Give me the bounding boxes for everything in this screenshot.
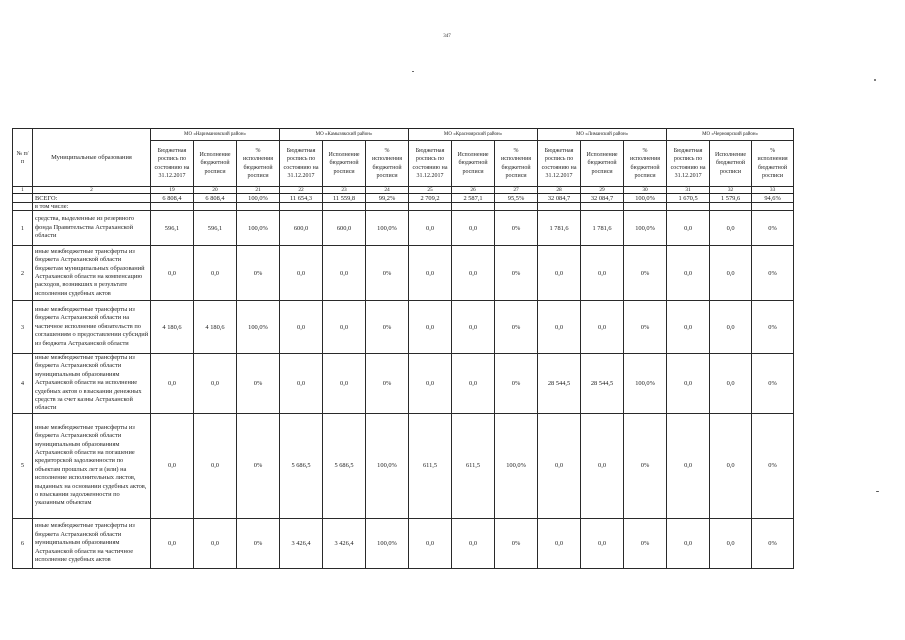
- percent-cell: 0%: [624, 246, 667, 301]
- budget-plan-cell: 0,0: [409, 246, 452, 301]
- percent-header: % исполнения бюджетной росписи: [624, 141, 667, 187]
- budget-plan-cell: 600,0: [280, 211, 323, 246]
- percent-cell: 0%: [237, 354, 280, 414]
- execution-cell: 0,0: [194, 354, 237, 414]
- budget-plan-cell: 0,0: [538, 301, 581, 354]
- budget-plan-cell: 0,0: [151, 246, 194, 301]
- percent-cell: 0%: [752, 354, 794, 414]
- empty-cell: [409, 203, 452, 211]
- execution-cell: 0,0: [452, 518, 495, 568]
- row-name: иные межбюджетные трансферты из бюджета Астраханской области на частичное исполнение обязательств по соглашениям о предоставлении субсидий из бюджета Астраханской области: [33, 301, 151, 354]
- execution-cell: 600,0: [323, 211, 366, 246]
- group-header-row: [13, 129, 794, 141]
- budget-plan-header: Бюджетная роспись по состоянию на 31.12.2017: [667, 141, 710, 187]
- row-name: иные межбюджетные трансферты из бюджета Астраханской области муниципальным образованиям Астраханской области на погашение кредиторской задолженности по объектам прошлых лет и (или) на исполнение исполнительных листов, выданных на основании судебных актов, о взыскании задолженности по указанным объектам: [33, 413, 151, 518]
- row-number: 3: [13, 301, 33, 354]
- execution-cell: 0,0: [323, 246, 366, 301]
- empty-cell: [237, 203, 280, 211]
- row-number: 6: [13, 518, 33, 568]
- column-number: 20: [194, 187, 237, 194]
- column-number: 31: [667, 187, 710, 194]
- execution-cell: 0,0: [581, 246, 624, 301]
- execution-cell: 3 426,4: [323, 518, 366, 568]
- budget-plan-cell: 4 180,6: [151, 301, 194, 354]
- execution-header: Исполнение бюджетной росписи: [452, 141, 495, 187]
- execution-cell: 0,0: [581, 413, 624, 518]
- scan-speck: [412, 71, 414, 72]
- percent-header: % исполнения бюджетной росписи: [237, 141, 280, 187]
- group-header-kamyzyaksky: МО «Камызякский район»: [280, 129, 409, 141]
- total-row: [13, 194, 794, 203]
- execution-cell: 2 587,1: [452, 194, 495, 203]
- column-number: 30: [624, 187, 667, 194]
- budget-plan-cell: 0,0: [280, 301, 323, 354]
- group-header-limansky: МО «Лиманский район»: [538, 129, 667, 141]
- execution-cell: 0,0: [194, 413, 237, 518]
- budget-plan-cell: 0,0: [667, 518, 710, 568]
- execution-cell: 0,0: [710, 246, 752, 301]
- percent-cell: 0%: [624, 413, 667, 518]
- column-number: 19: [151, 187, 194, 194]
- execution-cell: 11 559,8: [323, 194, 366, 203]
- table-row: [13, 354, 794, 414]
- execution-cell: 596,1: [194, 211, 237, 246]
- column-number: 25: [409, 187, 452, 194]
- percent-cell: 0%: [237, 518, 280, 568]
- column-number: 21: [237, 187, 280, 194]
- budget-plan-cell: 0,0: [280, 246, 323, 301]
- row-name: средства, выделенные из резервного фонда Правительства Астраханской области: [33, 211, 151, 246]
- column-number: 2: [33, 187, 151, 194]
- percent-cell: 94,6%: [752, 194, 794, 203]
- total-label: ВСЕГО:: [33, 194, 151, 203]
- execution-cell: 0,0: [710, 211, 752, 246]
- including-label: в том числе:: [33, 203, 151, 211]
- percent-cell: 0%: [752, 246, 794, 301]
- execution-cell: 0,0: [323, 354, 366, 414]
- execution-cell: 32 084,7: [581, 194, 624, 203]
- budget-plan-cell: 0,0: [409, 354, 452, 414]
- execution-cell: 4 180,6: [194, 301, 237, 354]
- budget-plan-cell: 0,0: [667, 413, 710, 518]
- row-number: 2: [13, 246, 33, 301]
- row-number: 5: [13, 413, 33, 518]
- percent-cell: 0%: [752, 413, 794, 518]
- empty-cell: [581, 203, 624, 211]
- empty-cell: [452, 203, 495, 211]
- scan-speck: [874, 79, 876, 81]
- row-name: иные межбюджетные трансферты из бюджета Астраханской области муниципальным образованиям Астраханской области на частичное исполнение судебных актов: [33, 518, 151, 568]
- budget-plan-cell: 32 084,7: [538, 194, 581, 203]
- execution-cell: 0,0: [194, 518, 237, 568]
- percent-cell: 0%: [237, 246, 280, 301]
- empty-cell: [538, 203, 581, 211]
- execution-cell: 0,0: [710, 301, 752, 354]
- percent-cell: 0%: [624, 518, 667, 568]
- execution-cell: 1 781,6: [581, 211, 624, 246]
- scan-speck: [876, 491, 879, 492]
- budget-plan-cell: 0,0: [667, 211, 710, 246]
- percent-cell: 100,0%: [237, 301, 280, 354]
- budget-plan-cell: 2 709,2: [409, 194, 452, 203]
- percent-cell: 100,0%: [624, 354, 667, 414]
- execution-cell: 0,0: [452, 211, 495, 246]
- percent-cell: 0%: [752, 518, 794, 568]
- percent-cell: 95,5%: [495, 194, 538, 203]
- budget-plan-cell: 6 808,4: [151, 194, 194, 203]
- column-number: 27: [495, 187, 538, 194]
- percent-cell: 0%: [752, 211, 794, 246]
- budget-plan-cell: 3 426,4: [280, 518, 323, 568]
- budget-plan-cell: 11 654,3: [280, 194, 323, 203]
- budget-plan-header: Бюджетная роспись по состоянию на 31.12.2017: [409, 141, 452, 187]
- column-number: 28: [538, 187, 581, 194]
- row-name: иные межбюджетные трансферты из бюджета Астраханской области муниципальным образованиям Астраханской области на исполнение судебных актов о взыскании денежных средств за счет казны Астраханской области: [33, 354, 151, 414]
- table-row: [13, 413, 794, 518]
- execution-cell: 28 544,5: [581, 354, 624, 414]
- percent-cell: 0%: [495, 354, 538, 414]
- execution-cell: 0,0: [452, 354, 495, 414]
- budget-plan-cell: 611,5: [409, 413, 452, 518]
- execution-header: Исполнение бюджетной росписи: [194, 141, 237, 187]
- execution-cell: 5 686,5: [323, 413, 366, 518]
- row-number: 4: [13, 354, 33, 414]
- budget-plan-header: Бюджетная роспись по состоянию на 31.12.2017: [280, 141, 323, 187]
- column-number-row: [13, 187, 794, 194]
- empty-cell: [151, 203, 194, 211]
- budget-plan-cell: 5 686,5: [280, 413, 323, 518]
- col-name-header: Муниципальные образования: [33, 129, 151, 187]
- percent-cell: 100,0%: [366, 518, 409, 568]
- percent-cell: 0%: [366, 301, 409, 354]
- budget-plan-header: Бюджетная роспись по состоянию на 31.12.2017: [151, 141, 194, 187]
- execution-header: Исполнение бюджетной росписи: [323, 141, 366, 187]
- column-number: 23: [323, 187, 366, 194]
- budget-plan-cell: 0,0: [667, 301, 710, 354]
- percent-cell: 0%: [237, 413, 280, 518]
- col-num-header: № п/п: [13, 129, 33, 187]
- table-row: [13, 518, 794, 568]
- table-row: [13, 246, 794, 301]
- execution-cell: 0,0: [194, 246, 237, 301]
- percent-cell: 100,0%: [624, 194, 667, 203]
- budget-plan-cell: 0,0: [538, 518, 581, 568]
- percent-cell: 0%: [495, 246, 538, 301]
- percent-cell: 100,0%: [237, 211, 280, 246]
- table-row: [13, 211, 794, 246]
- percent-cell: 100,0%: [366, 211, 409, 246]
- budget-execution-table: [12, 128, 794, 569]
- column-number: 33: [752, 187, 794, 194]
- execution-cell: 0,0: [710, 518, 752, 568]
- budget-plan-header: Бюджетная роспись по состоянию на 31.12.2017: [538, 141, 581, 187]
- percent-cell: 0%: [366, 354, 409, 414]
- including-row: [13, 203, 794, 211]
- execution-cell: 0,0: [581, 301, 624, 354]
- column-number: 1: [13, 187, 33, 194]
- budget-plan-cell: 0,0: [151, 518, 194, 568]
- table-row: [13, 301, 794, 354]
- empty-cell: [624, 203, 667, 211]
- budget-plan-cell: 28 544,5: [538, 354, 581, 414]
- empty-cell: [495, 203, 538, 211]
- budget-plan-cell: 0,0: [538, 413, 581, 518]
- percent-cell: 99,2%: [366, 194, 409, 203]
- execution-header: Исполнение бюджетной росписи: [581, 141, 624, 187]
- empty-cell: [280, 203, 323, 211]
- percent-cell: 0%: [624, 301, 667, 354]
- percent-cell: 0%: [495, 518, 538, 568]
- row-number: 1: [13, 211, 33, 246]
- execution-header: Исполнение бюджетной росписи: [710, 141, 752, 187]
- execution-cell: 0,0: [710, 354, 752, 414]
- execution-cell: 0,0: [581, 518, 624, 568]
- budget-plan-cell: 0,0: [280, 354, 323, 414]
- percent-cell: 0%: [752, 301, 794, 354]
- column-number: 32: [710, 187, 752, 194]
- page-number: 347: [443, 34, 451, 39]
- column-number: 24: [366, 187, 409, 194]
- percent-header: % исполнения бюджетной росписи: [366, 141, 409, 187]
- execution-cell: 611,5: [452, 413, 495, 518]
- percent-cell: 0%: [495, 301, 538, 354]
- budget-plan-cell: 1 670,5: [667, 194, 710, 203]
- percent-header: % исполнения бюджетной росписи: [752, 141, 794, 187]
- percent-cell: 100,0%: [366, 413, 409, 518]
- percent-cell: 100,0%: [495, 413, 538, 518]
- group-header-krasnoyarsky: МО «Красноярский район»: [409, 129, 538, 141]
- percent-header: % исполнения бюджетной росписи: [495, 141, 538, 187]
- budget-plan-cell: 0,0: [538, 246, 581, 301]
- budget-plan-cell: 0,0: [151, 354, 194, 414]
- empty-cell: [752, 203, 794, 211]
- budget-plan-cell: 0,0: [409, 211, 452, 246]
- execution-cell: 6 808,4: [194, 194, 237, 203]
- group-header-narimanovsky: МО «Наримановский район»: [151, 129, 280, 141]
- budget-plan-cell: 596,1: [151, 211, 194, 246]
- budget-plan-cell: 1 781,6: [538, 211, 581, 246]
- budget-plan-cell: 0,0: [409, 518, 452, 568]
- row-name: иные межбюджетные трансферты из бюджета Астраханской области бюджетам муниципальных образований Астраханской области на компенсацию расходов, возникших в результате исполнения судебных актов: [33, 246, 151, 301]
- percent-cell: 100,0%: [624, 211, 667, 246]
- budget-plan-cell: 0,0: [667, 354, 710, 414]
- empty-cell: [366, 203, 409, 211]
- empty-cell: [13, 194, 33, 203]
- empty-cell: [710, 203, 752, 211]
- execution-cell: 0,0: [323, 301, 366, 354]
- empty-cell: [194, 203, 237, 211]
- empty-cell: [13, 203, 33, 211]
- budget-plan-cell: 0,0: [151, 413, 194, 518]
- execution-cell: 1 579,6: [710, 194, 752, 203]
- empty-cell: [323, 203, 366, 211]
- percent-cell: 0%: [495, 211, 538, 246]
- column-number: 26: [452, 187, 495, 194]
- empty-cell: [667, 203, 710, 211]
- execution-cell: 0,0: [452, 246, 495, 301]
- column-number: 22: [280, 187, 323, 194]
- budget-plan-cell: 0,0: [409, 301, 452, 354]
- column-number: 29: [581, 187, 624, 194]
- percent-cell: 100,0%: [237, 194, 280, 203]
- group-header-chernoyarsky: МО «Черноярский район»: [667, 129, 794, 141]
- percent-cell: 0%: [366, 246, 409, 301]
- execution-cell: 0,0: [710, 413, 752, 518]
- execution-cell: 0,0: [452, 301, 495, 354]
- budget-plan-cell: 0,0: [667, 246, 710, 301]
